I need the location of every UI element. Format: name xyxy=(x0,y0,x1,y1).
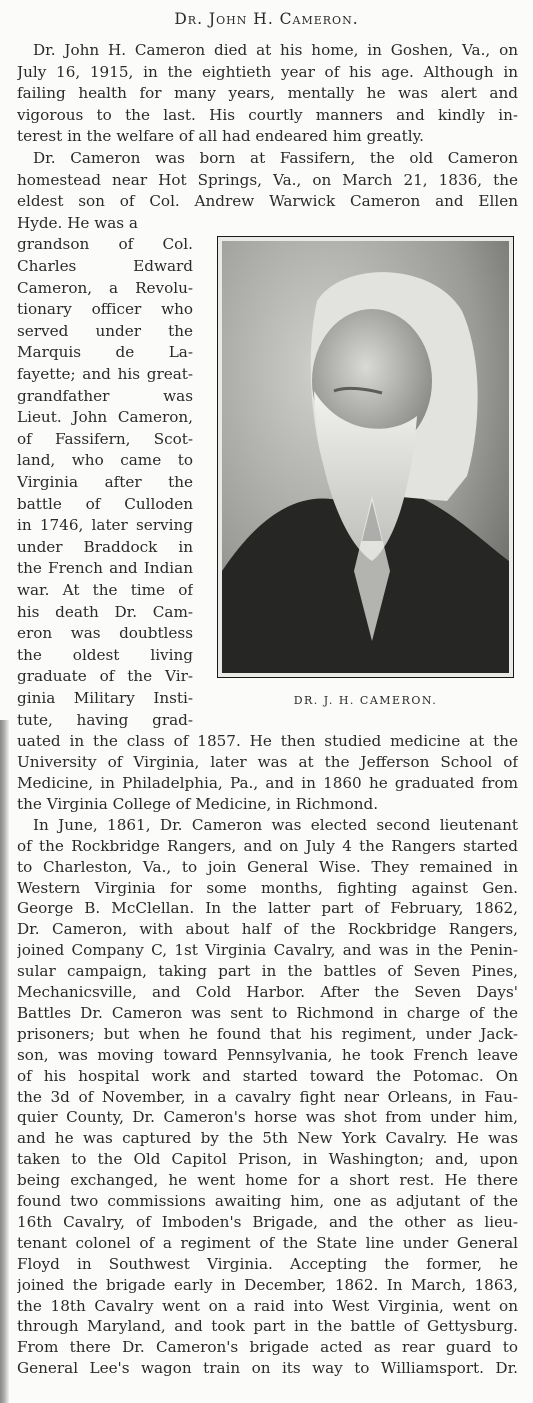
text-line: graduate of the Vir- xyxy=(17,667,193,686)
text-line: Medicine, in Philadelphia, Pa., and in 1860 he graduated from xyxy=(17,774,518,792)
text-line: From there Dr. Cameron's brigade acted as rear guard to xyxy=(17,1338,518,1357)
text-line: joined the brigade early in December, 1862. In March, 1863, xyxy=(17,1275,518,1294)
text-line: grandson of Col. xyxy=(17,235,193,254)
text-line: the 3d of November, in a cavalry fight near Orleans, in Fau- xyxy=(17,1087,518,1106)
text-line: Marquis de La- xyxy=(17,343,193,362)
text-line: found two commissions awaiting him, one as adjutant of the xyxy=(17,1192,518,1210)
text-line: eldest son of Col. Andrew Warwick Cameron and Ellen xyxy=(17,192,518,211)
text-line: ginia Military Insti- xyxy=(17,689,193,707)
text-line: terest in the welfare of all had endeared him greatly. xyxy=(17,127,424,146)
text-line: sular campaign, taking part in the battles of Seven Pines, xyxy=(17,962,518,981)
text-line: under Braddock in xyxy=(17,537,193,556)
text-line: failing health for many years, mentally he was alert and xyxy=(17,84,518,103)
text-line: Dr. Cameron, with about half of the Rockbridge Rangers, xyxy=(17,920,518,939)
text-line: grandfather was xyxy=(17,386,193,405)
text-line: the French and Indian xyxy=(17,559,193,578)
text-line: of his hospital work and started toward the Potomac. On xyxy=(17,1066,518,1085)
text-line: and he was captured by the 5th New York Cavalry. He was xyxy=(17,1129,518,1148)
text-line: University of Virginia, later was at the Jefferson School of xyxy=(17,753,518,772)
text-line: in 1746, later serving xyxy=(17,516,193,535)
text-line: Dr. John H. Cameron died at his home, in Goshen, Va., on xyxy=(33,41,518,59)
text-line: July 16, 1915, in the eightieth year of his age. Although in xyxy=(17,62,518,81)
text-line: being exchanged, he went home for a short rest. He there xyxy=(17,1171,518,1190)
text-line: of the Rockbridge Rangers, and on July 4 the Rangers started xyxy=(17,836,518,855)
text-line: land, who came to xyxy=(17,451,193,470)
page-title: Dr. John H. Cameron. xyxy=(174,10,359,28)
text-line: In June, 1861, Dr. Cameron was elected second lieutenant xyxy=(33,815,518,834)
text-line: quier County, Dr. Cameron's horse was shot from under him, xyxy=(17,1108,518,1127)
text-line: vigorous to the last. His courtly manners and kindly in- xyxy=(17,105,518,124)
text-line: George B. McClellan. In the latter part of February, 1862, xyxy=(17,899,518,918)
text-line: the oldest living xyxy=(17,645,193,664)
text-line: homestead near Hot Springs, Va., on March 21, 1836, the xyxy=(17,170,518,189)
text-line: Mechanicsville, and Cold Harbor. After the Seven Days' xyxy=(17,983,518,1001)
text-line: war. At the time of xyxy=(17,581,193,599)
text-line: battle of Culloden xyxy=(17,494,193,513)
text-line: of Fassifern, Scot- xyxy=(17,429,193,448)
text-line: Virginia after the xyxy=(17,473,193,491)
text-line: Charles Edward xyxy=(17,257,193,275)
text-line: Battles Dr. Cameron was sent to Richmond in charge of the xyxy=(17,1003,518,1022)
text-line: 16th Cavalry, of Imboden's Brigade, and the other as lieu- xyxy=(17,1212,518,1231)
text-line: prisoners; but when he found that his regiment, under Jack- xyxy=(17,1024,518,1043)
text-line: tionary officer who xyxy=(17,300,193,319)
page-binding-shadow xyxy=(0,720,9,1403)
photo-caption: DR. J. H. CAMERON. xyxy=(293,694,438,707)
text-line: Cameron, a Revolu- xyxy=(17,278,193,297)
text-line: the 18th Cavalry went on a raid into West Virginia, went on xyxy=(17,1296,518,1315)
text-line: Western Virginia for some months, fighting against Gen. xyxy=(17,878,518,897)
text-line: taken to the Old Capitol Prison, in Washington; and, upon xyxy=(17,1150,518,1169)
text-line: the Virginia College of Medicine, in Richmond. xyxy=(17,794,379,813)
text-line: tenant colonel of a regiment of the State line under General xyxy=(17,1233,518,1252)
text-line: fayette; and his great- xyxy=(17,365,193,383)
text-line: to Charleston, Va., to join General Wise. They remained in xyxy=(17,857,518,876)
text-line: son, was moving toward Pennsylvania, he took French leave xyxy=(17,1045,518,1064)
text-line: Lieut. John Cameron, xyxy=(17,408,193,427)
text-line: served under the xyxy=(17,321,193,340)
portrait-image xyxy=(222,241,509,673)
text-line: joined Company C, 1st Virginia Cavalry, and was in the Penin- xyxy=(17,941,518,960)
portrait-photo xyxy=(217,236,514,678)
text-line: Hyde. He was a xyxy=(17,213,138,232)
text-line: eron was doubtless xyxy=(17,624,193,643)
text-line: through Maryland, and took part in the battle of Gettysburg. xyxy=(17,1317,518,1336)
text-line: uated in the class of 1857. He then studied medicine at the xyxy=(17,732,518,751)
text-line: Dr. Cameron was born at Fassifern, the old Cameron xyxy=(33,149,518,167)
text-line: tute, having grad- xyxy=(17,710,193,729)
text-line: Floyd in Southwest Virginia. Accepting the former, he xyxy=(17,1254,518,1273)
text-line: General Lee's wagon train on its way to Williamsport. Dr. xyxy=(17,1359,518,1378)
text-line: his death Dr. Cam- xyxy=(17,602,193,621)
